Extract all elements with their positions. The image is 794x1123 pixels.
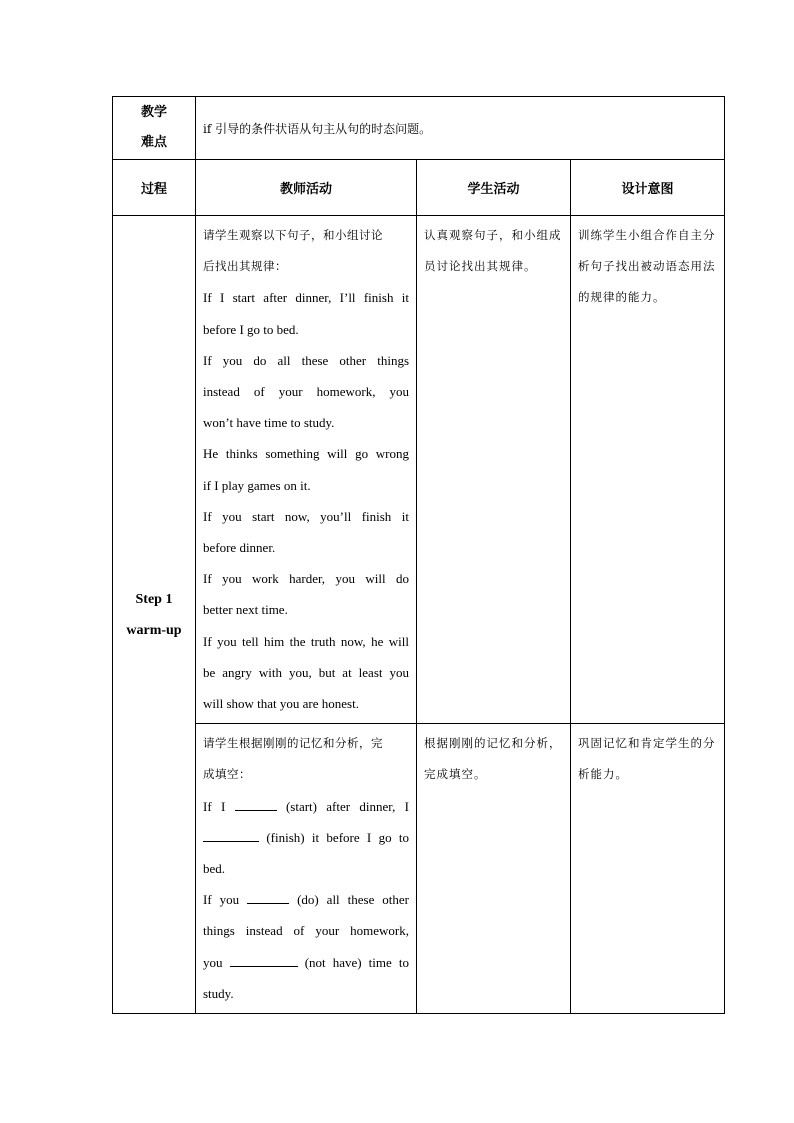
step-subtitle: warm-up <box>126 622 182 638</box>
teacher-activity-fill <box>196 724 417 1014</box>
fill-sentence-line: things instead of your homework, <box>203 923 409 939</box>
lesson-plan-table <box>112 96 725 1014</box>
header-design-intent: 设计意图 <box>571 160 725 216</box>
example-sentence-line: before I go to bed. <box>203 321 299 337</box>
fill-blank <box>203 829 259 842</box>
step-title: Step 1 <box>135 591 173 607</box>
design-intent-fill <box>571 724 725 1014</box>
fill-sentence-line <box>203 947 409 978</box>
student-activity-text: 认真观察句子，和小组成员讨论找出其规律。 <box>424 228 562 274</box>
difficulty-row <box>113 97 725 160</box>
example-sentence-line: He thinks something will go wrong <box>203 446 409 462</box>
step-cell <box>113 216 196 1014</box>
design-intent-text: 训练学生小组合作自主分析句子找出被动语态用法的规律的能力。 <box>578 228 716 305</box>
example-sentence-line: instead of your homework, you <box>203 384 409 400</box>
sentence-part: (do) all these other <box>297 892 410 908</box>
teacher-activity-observe <box>196 216 417 724</box>
step1-row-observe <box>113 216 725 724</box>
sentence-part: you <box>203 954 223 970</box>
sentence-part: (start) after dinner, I <box>285 798 409 814</box>
header-student-activity: 学生活动 <box>417 160 571 216</box>
sentence-part: If I <box>203 798 226 814</box>
example-sentence-line: before dinner. <box>203 540 276 556</box>
sentence-part: (finish) it before I go to <box>266 829 409 845</box>
header-teacher-activity: 教师活动 <box>196 160 417 216</box>
example-sentence-line: If you tell him the truth now, he will <box>203 633 409 649</box>
header-row <box>113 160 725 216</box>
difficulty-label-line2: 难点 <box>140 135 167 150</box>
teacher-line: 成填空： <box>203 767 251 782</box>
fill-blank <box>235 798 277 811</box>
fill-sentence-line <box>203 791 409 822</box>
design-intent-observe <box>571 216 725 724</box>
sentence-part: (not have) time to <box>304 954 409 970</box>
example-sentence-line: be angry with you, but at least you <box>203 664 409 680</box>
teacher-line: 请学生观察以下句子，和小组讨论 <box>203 228 383 242</box>
example-sentence-line: will show that you are honest. <box>203 696 359 712</box>
design-intent-text: 巩固记忆和肯定学生的分析能力。 <box>578 736 716 782</box>
example-sentence-line: If I start after dinner, I’ll finish it <box>203 290 409 306</box>
fill-sentence-line: study. <box>203 985 234 1001</box>
student-activity-text: 根据刚刚的记忆和分析，完成填空。 <box>424 736 562 782</box>
example-sentence-line: won’t have time to study. <box>203 415 335 431</box>
teacher-line: 请学生根据刚刚的记忆和分析，完 <box>203 736 383 751</box>
difficulty-label <box>113 97 196 160</box>
teacher-line: 后找出其规律： <box>203 259 287 274</box>
step1-row-fill <box>113 724 725 1014</box>
example-sentence-line: If you do all these other things <box>203 352 409 368</box>
example-sentence-line: If you start now, you’ll finish it <box>203 508 409 524</box>
difficulty-text: if 引导的条件状语从句主从句的时态问题。 <box>196 97 725 160</box>
fill-blank <box>230 954 298 967</box>
example-sentence-line: if I play games on it. <box>203 477 311 493</box>
student-activity-fill <box>417 724 571 1014</box>
difficulty-label-line1: 教学 <box>140 105 167 120</box>
fill-sentence-line <box>203 884 409 915</box>
fill-sentence-line: bed. <box>203 861 226 877</box>
example-sentence-line: If you work harder, you will do <box>203 571 409 587</box>
student-activity-observe <box>417 216 571 724</box>
fill-sentence-line <box>203 822 409 853</box>
header-process: 过程 <box>113 160 196 216</box>
fill-blank <box>247 891 289 904</box>
sentence-part: If you <box>203 892 240 908</box>
example-sentence-line: better next time. <box>203 602 288 618</box>
